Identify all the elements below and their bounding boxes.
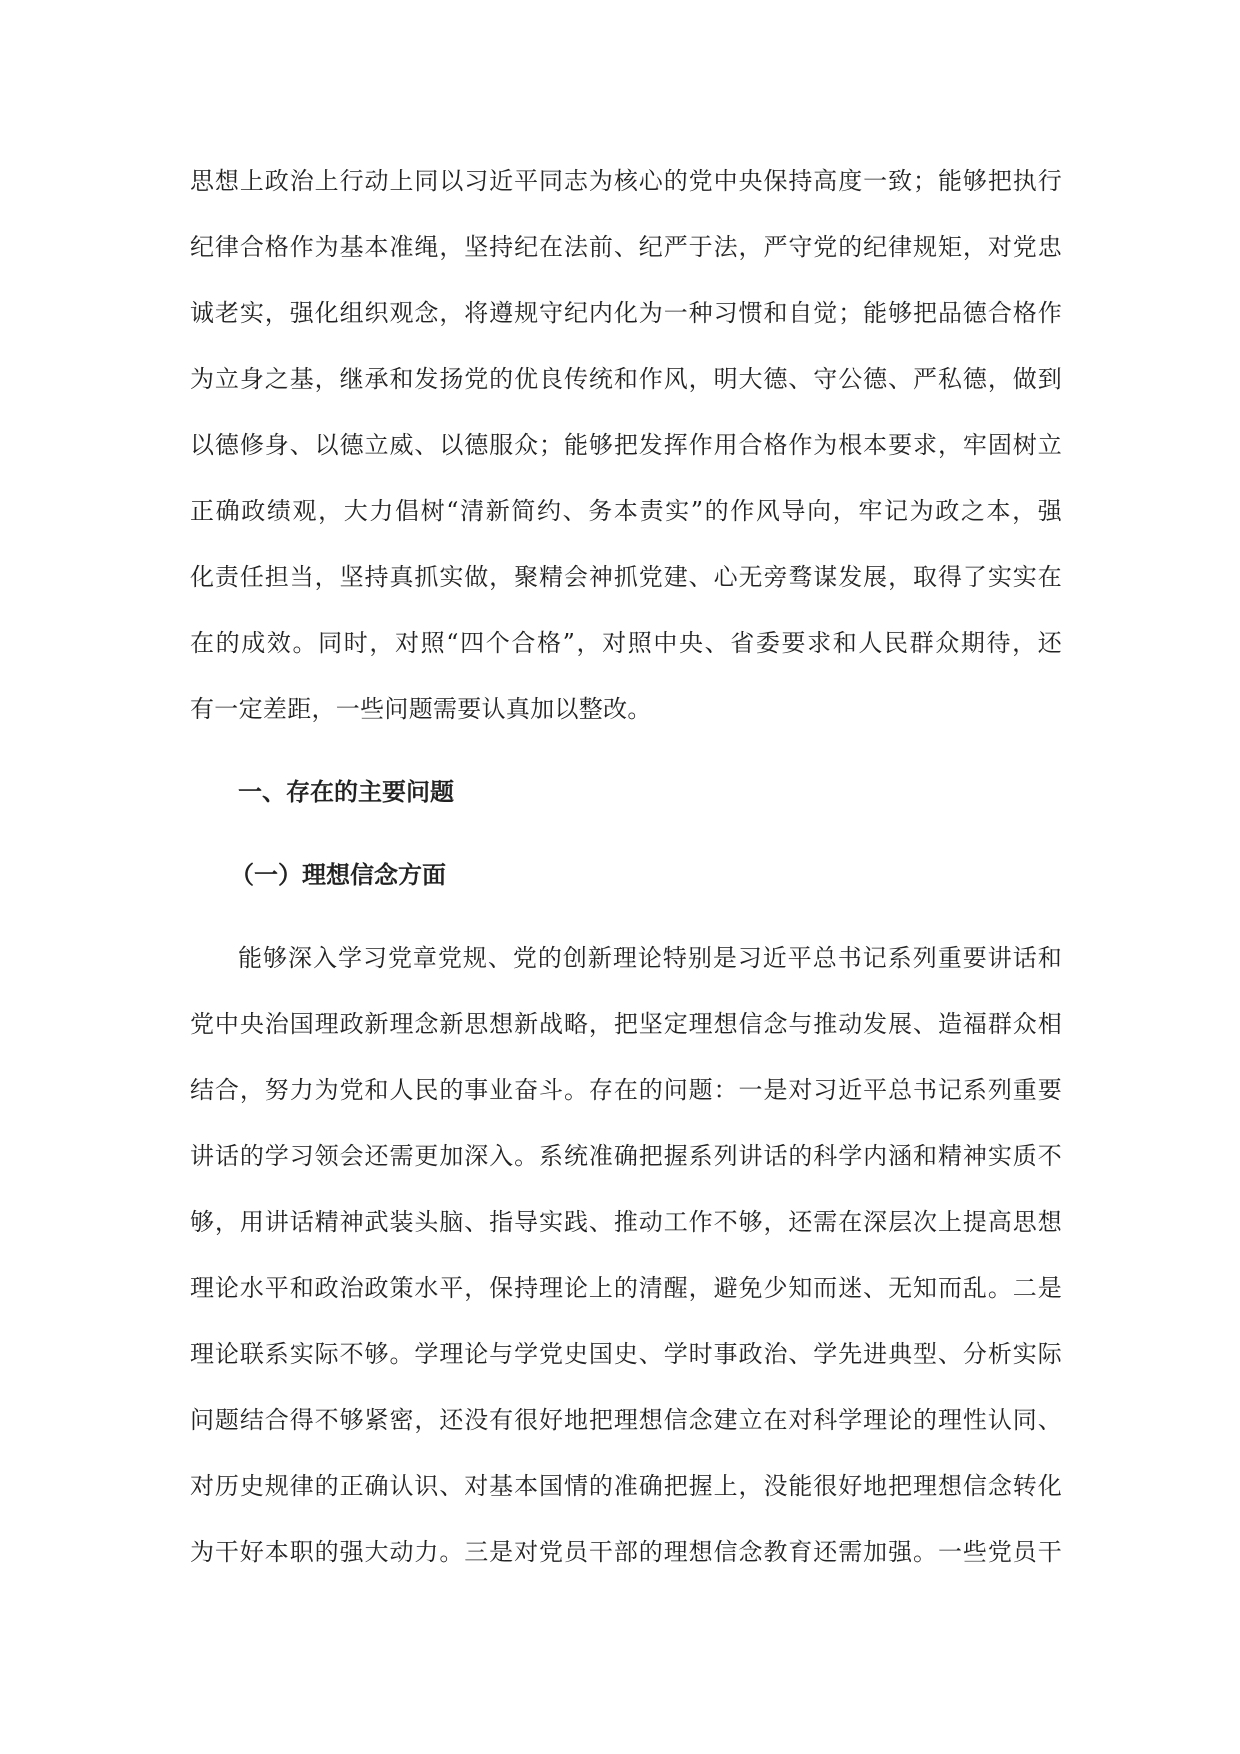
text-line: 问题结合得不够紧密，还没有很好地把理想信念建立在对科学理论的理性认同、 xyxy=(190,1406,1062,1434)
text-line: 思想上政治上行动上同以习近平同志为核心的党中央保持高度一致；能够把执行 xyxy=(190,167,1062,195)
text-line: 正确政绩观，大力倡树“清新简约、务本责实”的作风导向，牢记为政之本，强 xyxy=(190,497,1062,525)
text-line: 够，用讲话精神武装头脑、指导实践、推动工作不够，还需在深层次上提高思想 xyxy=(190,1208,1062,1236)
text-line: 以德修身、以德立威、以德服众；能够把发挥作用合格作为根本要求，牢固树立 xyxy=(190,431,1062,459)
text-line: 党中央治国理政新理念新思想新战略，把坚定理想信念与推动发展、造福群众相 xyxy=(190,1010,1062,1038)
text-line: 诚老实，强化组织观念，将遵规守纪内化为一种习惯和自觉；能够把品德合格作 xyxy=(190,299,1062,327)
subsection-heading: （一）理想信念方面 xyxy=(230,860,446,889)
text-line: 结合，努力为党和人民的事业奋斗。存在的问题：一是对习近平总书记系列重要 xyxy=(190,1076,1062,1104)
text-line: 为干好本职的强大动力。三是对党员干部的理想信念教育还需加强。一些党员干 xyxy=(190,1538,1062,1566)
text-line: 讲话的学习领会还需更加深入。系统准确把握系列讲话的科学内涵和精神实质不 xyxy=(190,1142,1062,1170)
text-line: 在的成效。同时，对照“四个合格”，对照中央、省委要求和人民群众期待，还 xyxy=(190,629,1062,657)
section-heading: 一、存在的主要问题 xyxy=(238,777,454,806)
text-line: 能够深入学习党章党规、党的创新理论特别是习近平总书记系列重要讲话和 xyxy=(238,944,1062,972)
intro-paragraph xyxy=(190,148,1062,742)
text-line: 理论水平和政治政策水平，保持理论上的清醒，避免少知而迷、无知而乱。二是 xyxy=(190,1274,1062,1302)
text-line: 纪律合格作为基本准绳，坚持纪在法前、纪严于法，严守党的纪律规矩，对党忠 xyxy=(190,233,1062,261)
text-line: 为立身之基，继承和发扬党的优良传统和作风，明大德、守公德、严私德，做到 xyxy=(190,365,1062,393)
text-line: 理论联系实际不够。学理论与学党史国史、学时事政治、学先进典型、分析实际 xyxy=(190,1340,1062,1368)
text-line: 有一定差距，一些问题需要认真加以整改。 xyxy=(190,695,652,723)
text-line: 化责任担当，坚持真抓实做，聚精会神抓党建、心无旁骛谋发展，取得了实实在 xyxy=(190,563,1062,591)
document-body xyxy=(190,148,1062,1585)
text-line: 对历史规律的正确认识、对基本国情的准确把握上，没能很好地把理想信念转化 xyxy=(190,1472,1062,1500)
body-paragraph xyxy=(190,925,1062,1585)
